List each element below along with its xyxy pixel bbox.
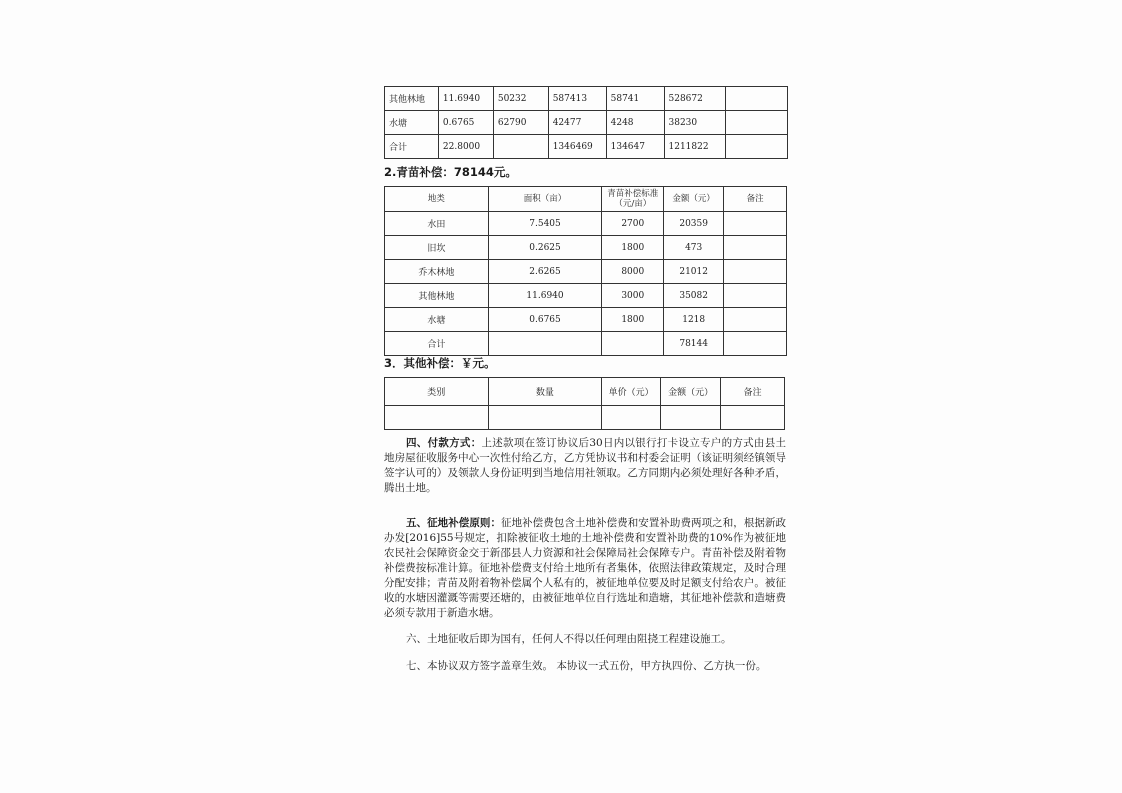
table-cell: 3000 xyxy=(602,284,664,308)
table-cell xyxy=(488,406,602,430)
table-cell xyxy=(726,135,788,159)
table-cell: 水塘 xyxy=(385,111,439,135)
table-cell: 0.2625 xyxy=(488,236,602,260)
column-header: 备注 xyxy=(721,378,785,406)
table-cell: 2.6265 xyxy=(488,260,602,284)
section-text: 上述款项在签订协议后30日内以银行打卡设立专户的方式由县土地房屋征收服务中心一次性付给乙方，乙方凭协议书和村委会证明（该证明须经镇领导签字认可的）及领款人身份证明到当地信用社领取。乙方同期内必须处理好各种矛盾，腾出土地。 xyxy=(384,437,786,494)
table-cell: 0.6765 xyxy=(488,308,602,332)
section-lead: 五、征地补偿原则： xyxy=(406,517,502,529)
table-row xyxy=(385,284,787,308)
table-cell: 4248 xyxy=(606,111,664,135)
table-cell xyxy=(385,406,489,430)
section-lead: 四、付款方式： xyxy=(406,437,482,449)
table-cell: 1800 xyxy=(602,308,664,332)
table-cell: 其他林地 xyxy=(385,284,489,308)
table-cell: 35082 xyxy=(664,284,724,308)
land-compensation-table xyxy=(384,86,788,159)
table-cell xyxy=(602,332,664,356)
table-cell: 水塘 xyxy=(385,308,489,332)
column-header: 金额（元） xyxy=(664,187,724,212)
table-row xyxy=(385,135,788,159)
table-cell: 22.8000 xyxy=(438,135,493,159)
table-cell xyxy=(724,260,787,284)
table-cell: 合计 xyxy=(385,332,489,356)
compensation-principle-paragraph xyxy=(384,516,786,621)
table-cell: 1218 xyxy=(664,308,724,332)
table-cell: 78144 xyxy=(664,332,724,356)
column-header: 备注 xyxy=(724,187,787,212)
table-cell: 62790 xyxy=(493,111,548,135)
table-cell: 0.6765 xyxy=(438,111,493,135)
table-cell xyxy=(724,284,787,308)
table-cell: 528672 xyxy=(664,87,726,111)
table-cell: 1800 xyxy=(602,236,664,260)
column-header: 青苗补偿标准（元/亩） xyxy=(602,187,664,212)
table-row-total xyxy=(385,332,787,356)
table-cell: 50232 xyxy=(493,87,548,111)
payment-method-paragraph xyxy=(384,436,786,496)
table-cell xyxy=(724,332,787,356)
table-cell: 水田 xyxy=(385,212,489,236)
table-cell: 58741 xyxy=(606,87,664,111)
table-cell: 其他林地 xyxy=(385,87,439,111)
table-cell: 8000 xyxy=(602,260,664,284)
agreement-effective-paragraph: 七、本协议双方签字盖章生效。 本协议一式五份，甲方执四份、乙方执一份。 xyxy=(406,660,767,672)
table-row xyxy=(385,87,788,111)
table-row xyxy=(385,236,787,260)
table-cell xyxy=(661,406,721,430)
table-cell: 473 xyxy=(664,236,724,260)
table-cell: 21012 xyxy=(664,260,724,284)
table-cell: 乔木林地 xyxy=(385,260,489,284)
table-cell xyxy=(493,135,548,159)
table-row xyxy=(385,406,785,430)
table-header-row xyxy=(385,378,785,406)
table-cell: 587413 xyxy=(548,87,606,111)
column-header: 类别 xyxy=(385,378,489,406)
table-cell: 7.5405 xyxy=(488,212,602,236)
table-cell xyxy=(724,212,787,236)
table-cell xyxy=(726,87,788,111)
table-header-row xyxy=(385,187,787,212)
column-header: 地类 xyxy=(385,187,489,212)
state-ownership-paragraph: 六、土地征收后即为国有，任何人不得以任何理由阻挠工程建设施工。 xyxy=(406,633,732,645)
table-cell: 1211822 xyxy=(664,135,726,159)
table-cell xyxy=(602,406,661,430)
other-compensation-heading: 3．其他补偿：￥元。 xyxy=(384,356,496,370)
crop-compensation-heading: 2.青苗补偿：78144元。 xyxy=(384,165,517,179)
table-cell: 合计 xyxy=(385,135,439,159)
table-row xyxy=(385,308,787,332)
table-cell: 1346469 xyxy=(548,135,606,159)
table-cell: 134647 xyxy=(606,135,664,159)
table-cell: 旧坎 xyxy=(385,236,489,260)
table-cell: 11.6940 xyxy=(438,87,493,111)
table-row xyxy=(385,111,788,135)
table-cell xyxy=(724,308,787,332)
column-header: 单价（元） xyxy=(602,378,661,406)
other-compensation-table xyxy=(384,377,785,430)
column-header: 面积（亩） xyxy=(488,187,602,212)
section-text: 征地补偿费包含土地补偿费和安置补助费两项之和，根据新政办发[2016]55号规定，扣除被征收土地的土地补偿费和安置补助费的10%作为被征地农民社会保障资金交于新邵县人力资源和社会保障局社会保障专户。青苗补偿及附着物补偿费按标准计算。征地补偿费支付给土地所有者集体，依照法律政策规定，及时合理分配安排；青苗及附着物补偿属个人私有的，被征地单位要及时足额支付给农户。被征收的水塘因灌溉等需要还塘的，由被征地单位自行选址和造塘，其征地补偿款和造塘费必须专款用于新造水塘。 xyxy=(384,517,787,619)
table-cell xyxy=(724,236,787,260)
table-row xyxy=(385,260,787,284)
table-cell: 11.6940 xyxy=(488,284,602,308)
table-cell: 38230 xyxy=(664,111,726,135)
table-cell: 42477 xyxy=(548,111,606,135)
table-cell xyxy=(726,111,788,135)
column-header: 金额（元） xyxy=(661,378,721,406)
table-cell xyxy=(488,332,602,356)
table-row xyxy=(385,212,787,236)
column-header: 数量 xyxy=(488,378,602,406)
table-cell: 20359 xyxy=(664,212,724,236)
table-cell xyxy=(721,406,785,430)
table-cell: 2700 xyxy=(602,212,664,236)
crop-compensation-table xyxy=(384,186,787,356)
